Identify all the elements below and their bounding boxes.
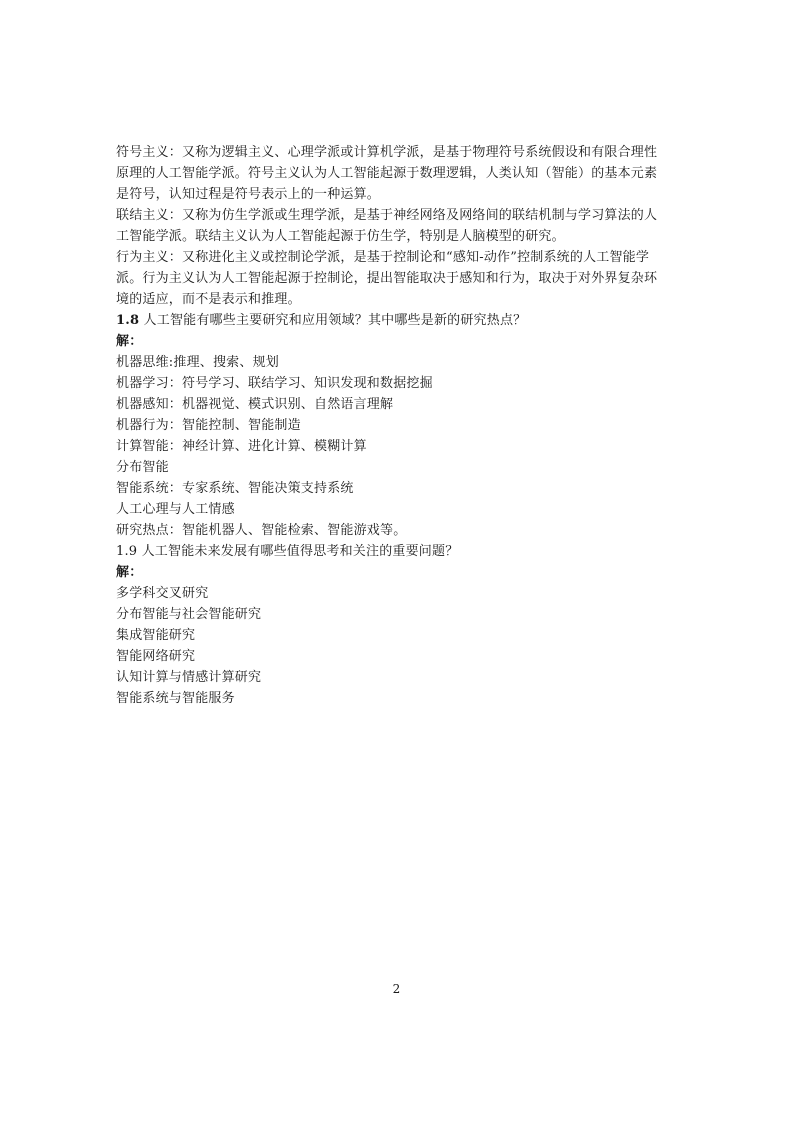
text-line: 原理的人工智能学派。符号主义认为人工智能起源于数理逻辑，人类认知（智能）的基本元素 xyxy=(116,166,658,181)
text-line: 工智能学派。联结主义认为人工智能起源于仿生学，特别是人脑模型的研究。 xyxy=(116,229,565,244)
list-item: 机器行为：智能控制、智能制造 xyxy=(116,418,301,433)
question-text: 人工智能有哪些主要研究和应用领域？其中哪些是新的研究热点？ xyxy=(139,313,527,328)
answer-label: 解： xyxy=(116,565,143,580)
list-item: 集成智能研究 xyxy=(116,628,196,643)
answer-label: 解： xyxy=(116,334,143,349)
list-item: 研究热点：智能机器人、智能检索、智能游戏等。 xyxy=(116,523,407,538)
answer-list-1-8 xyxy=(116,352,686,541)
paragraph-behaviorism xyxy=(116,247,686,310)
text-line: 是符号，认知过程是符号表示上的一种运算。 xyxy=(116,187,381,202)
list-item: 人工心理与人工情感 xyxy=(116,502,235,517)
question-1-8 xyxy=(116,310,686,331)
list-item: 机器思维:推理、搜索、规划 xyxy=(116,355,279,370)
list-item: 分布智能与社会智能研究 xyxy=(116,607,262,622)
text-line: 符号主义：又称为逻辑主义、心理学派或计算机学派，是基于物理符号系统假设和有限合理性 xyxy=(116,145,658,160)
page-content xyxy=(116,142,686,709)
list-item: 机器学习：符号学习、联结学习、知识发现和数据挖掘 xyxy=(116,376,433,391)
list-item: 机器感知：机器视觉、模式识别、自然语言理解 xyxy=(116,397,394,412)
text-line: 联结主义：又称为仿生学派或生理学派，是基于神经网络及网络间的联结机制与学习算法的人 xyxy=(116,208,658,223)
paragraph-connectionism xyxy=(116,205,686,247)
list-item: 多学科交叉研究 xyxy=(116,586,209,601)
paragraph-symbolism xyxy=(116,142,686,205)
text-line: 境的适应，而不是表示和推理。 xyxy=(116,292,301,307)
text-line: 派。行为主义认为人工智能起源于控制论，提出智能取决于感知和行为，取决于对外界复杂环 xyxy=(116,271,658,286)
list-item: 计算智能：神经计算、进化计算、模糊计算 xyxy=(116,439,367,454)
list-item: 智能网络研究 xyxy=(116,649,196,664)
answer-list-1-9 xyxy=(116,583,686,709)
list-item: 智能系统与智能服务 xyxy=(116,691,235,706)
question-number: 1.8 xyxy=(116,313,140,328)
text-line: 行为主义：又称进化主义或控制论学派，是基于控制论和“感知-动作”控制系统的人工智能学 xyxy=(116,250,650,265)
list-item: 分布智能 xyxy=(116,460,169,475)
page-number: 2 xyxy=(392,982,401,996)
list-item: 智能系统：专家系统、智能决策支持系统 xyxy=(116,481,354,496)
question-1-9: 1.9 人工智能未来发展有哪些值得思考和关注的重要问题？ xyxy=(116,544,459,559)
list-item: 认知计算与情感计算研究 xyxy=(116,670,262,685)
